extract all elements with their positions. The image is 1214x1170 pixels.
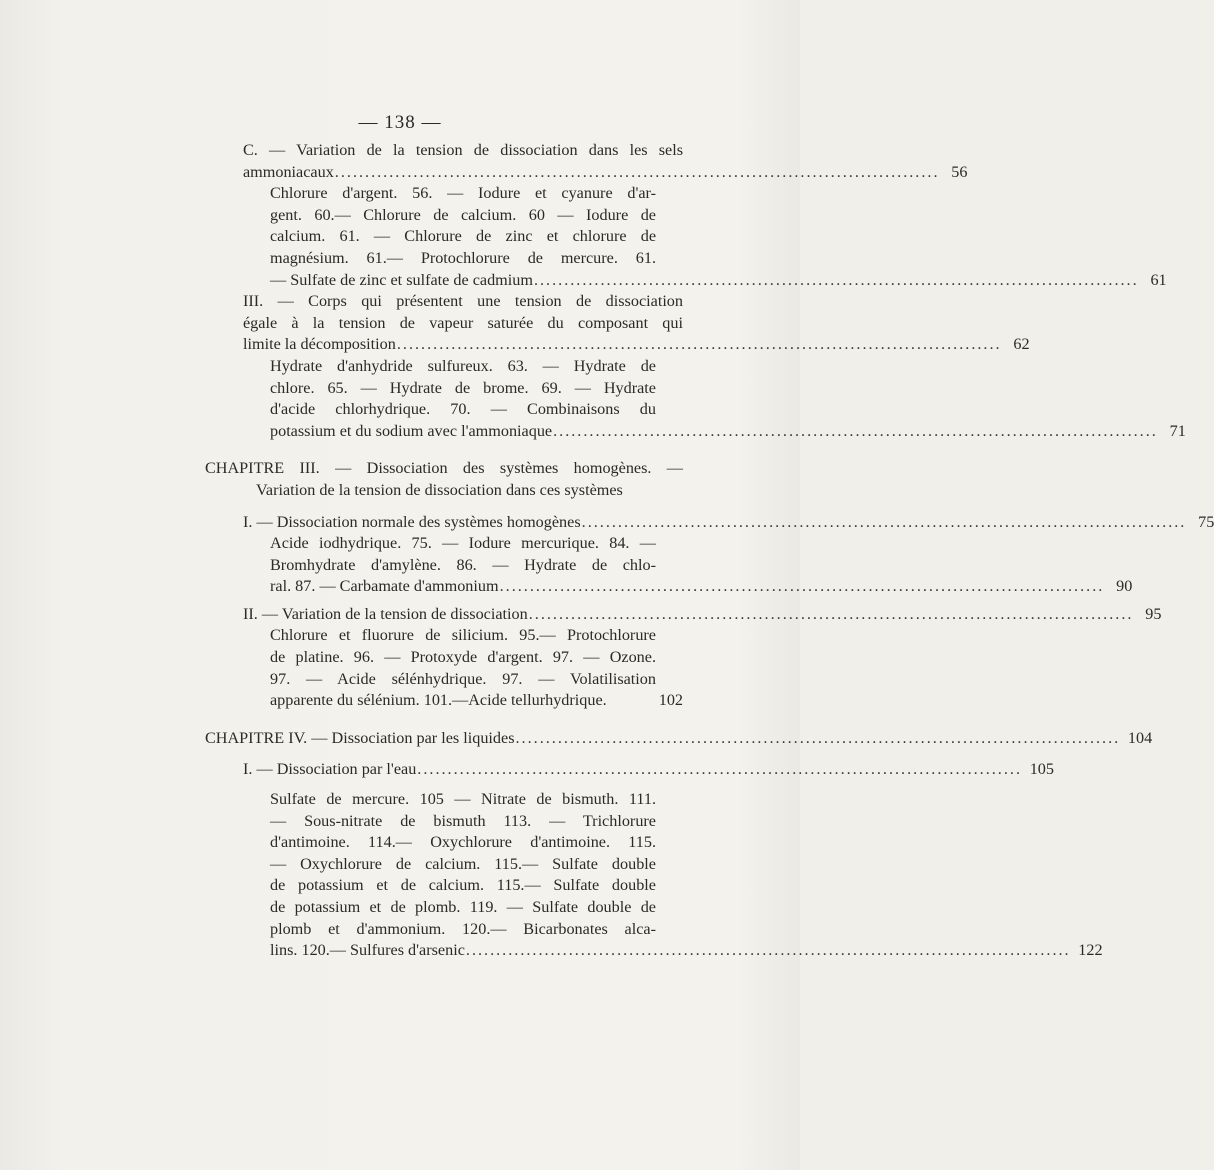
toc-detail-line: plomb et d'ammonium. 120.— Bicarbonates alca- <box>270 919 656 938</box>
toc-detail-line: 97. — Acide sélénhydrique. 97. — Volatilisation <box>270 669 656 688</box>
dot-leader: .................................................................................................... <box>528 604 1134 623</box>
toc-entry-chap4-i <box>243 759 1054 781</box>
toc-detail-line: chlore. 65. — Hydrate de brome. 69. — Hydrate <box>270 378 656 397</box>
table-of-contents <box>0 140 1214 962</box>
toc-entry-iii <box>243 291 1030 356</box>
spacer <box>0 749 800 759</box>
dot-leader: .................................................................................................... <box>553 421 1158 440</box>
toc-detail-line: apparente du sélénium. 101.—Acide tellurhydrique. <box>270 691 607 710</box>
dot-leader: .................................................................................................... <box>533 270 1139 289</box>
toc-page-number: 90 <box>1116 577 1133 596</box>
dot-leader: .................................................................................................... <box>499 577 1105 596</box>
toc-entry-title: I. — Dissociation normale des systèmes homogènes <box>243 512 581 531</box>
toc-detail-line: potassium et du sodium avec l'ammoniaque <box>270 421 553 440</box>
toc-detail-line: Bromhydrate d'amylène. 86. — Hydrate de chlo- <box>270 555 656 574</box>
chapter-title: CHAPITRE III. — Dissociation des systèmes homogènes. — <box>205 459 683 478</box>
toc-entry-leader-line <box>243 334 1030 356</box>
toc-page-number: 105 <box>1029 760 1054 779</box>
toc-entry-leader-line <box>243 512 1214 534</box>
toc-detail-line: — Oxychlorure de calcium. 115.— Sulfate double <box>270 854 656 873</box>
toc-entry-title: C. — Variation de la tension de dissociation dans les sels <box>243 141 683 159</box>
toc-detail-line: ral. 87. — Carbamate d'ammonium <box>270 577 499 596</box>
toc-detail-line: gent. 60.— Chlorure de calcium. 60 — Iodure de <box>270 205 656 224</box>
toc-entry-c <box>243 140 968 183</box>
toc-entry-leader-line <box>270 940 1103 962</box>
toc-entry-leader-line <box>270 421 1186 443</box>
toc-details-iii-last <box>270 421 1186 443</box>
toc-detail-line: Chlorure d'argent. 56. — Iodure et cyanure d'ar- <box>270 184 656 203</box>
toc-detail-line: d'antimoine. 114.— Oxychlorure d'antimoine. 115. <box>270 833 656 852</box>
toc-details-c <box>270 183 656 269</box>
spacer <box>0 502 800 512</box>
toc-page-number: 71 <box>1169 421 1186 440</box>
toc-page-number: 122 <box>1078 941 1103 960</box>
toc-entry-chap3-i <box>243 512 1214 534</box>
toc-detail-line: de potassium et de calcium. 115.— Sulfate double <box>270 876 656 895</box>
toc-page-number: 102 <box>658 691 683 710</box>
toc-page-number: 62 <box>1013 335 1030 354</box>
spacer <box>0 442 800 458</box>
toc-entry-title: III. — Corps qui présentent une tension de dissociation <box>243 292 683 311</box>
toc-detail-line: Chlorure et fluorure de silicium. 95.— Protochlorure <box>270 626 656 645</box>
toc-entry-title: I. — Dissociation par l'eau <box>243 760 417 779</box>
toc-entry-leader-line <box>243 162 968 184</box>
toc-entry-leader-line <box>243 759 1054 781</box>
toc-detail-line: — Sous-nitrate de bismuth 113. — Trichlorure <box>270 811 656 830</box>
toc-details-chap3-ii <box>270 625 656 690</box>
page-number: — 138 — <box>358 112 442 133</box>
toc-page-number: 56 <box>951 162 968 181</box>
toc-detail-line: de platine. 96. — Protoxyde d'argent. 97. — Ozone. <box>270 648 656 667</box>
toc-entry-title: II. — Variation de la tension de dissociation <box>243 604 528 623</box>
toc-detail-line: d'acide chlorhydrique. 70. — Combinaisons du <box>270 400 656 419</box>
toc-details-chap3-i <box>270 533 656 576</box>
toc-details-c-last <box>270 270 1167 292</box>
spacer <box>0 712 800 728</box>
toc-details-chap4-i-last <box>270 940 1103 962</box>
toc-details-chap3-i-last <box>270 576 1133 598</box>
dot-leader: .................................................................................................... <box>334 162 940 181</box>
toc-entry-leader-line <box>270 576 1133 598</box>
dot-leader: .................................................................................................... <box>396 335 1002 354</box>
toc-detail-line: — Sulfate de zinc et sulfate de cadmium <box>270 270 533 289</box>
toc-detail-line: magnésium. 61.— Protochlorure de mercure. 61. <box>270 248 656 267</box>
toc-entry-chap3-ii <box>243 604 1162 626</box>
toc-details-iii <box>270 356 656 421</box>
toc-page-number: 104 <box>1127 728 1153 747</box>
toc-details-chap4-i <box>270 789 656 940</box>
toc-detail-line: Hydrate d'anhydride sulfureux. 63. — Hydrate de <box>270 356 656 375</box>
toc-chapter-3 <box>205 458 683 501</box>
toc-detail-line: Acide iodhydrique. 75. — Iodure mercurique. 84. — <box>270 534 656 553</box>
toc-entry-leader-line <box>270 270 1167 292</box>
toc-detail-line: calcium. 61. — Chlorure de zinc et chlorure de <box>270 227 656 246</box>
toc-entry-title-cont: limite la décomposition <box>243 335 396 354</box>
chapter-title: CHAPITRE IV. — Dissociation par les liquides <box>205 728 515 747</box>
toc-chapter-4 <box>205 728 1153 750</box>
toc-detail-line: de potassium et de plomb. 119. — Sulfate double de <box>270 898 656 916</box>
toc-entry-title-cont: égale à la tension de vapeur saturée du composant qui <box>243 313 683 332</box>
toc-entry-leader-line <box>205 728 1153 750</box>
spacer <box>0 781 800 789</box>
dot-leader: .................................................................................................... <box>465 941 1071 960</box>
toc-entry-leader-line <box>270 690 683 712</box>
toc-entry-leader-line <box>243 604 1162 626</box>
toc-detail-line: lins. 120.— Sulfures d'arsenic <box>270 941 465 960</box>
toc-entry-title-cont: ammoniacaux <box>243 162 334 181</box>
chapter-subtitle: Variation de la tension de dissociation dans ces systèmes <box>256 480 623 499</box>
toc-detail-line: Sulfate de mercure. 105 — Nitrate de bismuth. 111. <box>270 790 656 809</box>
toc-page-number: 75 <box>1198 512 1214 531</box>
dot-leader: .................................................................................................... <box>581 512 1187 531</box>
dot-leader: .................................................................................................... <box>515 728 1121 747</box>
toc-page-number: 61 <box>1150 270 1167 289</box>
dot-leader: .................................................................................................... <box>417 760 1022 779</box>
toc-page-number: 95 <box>1145 604 1162 623</box>
toc-details-chap3-ii-last <box>270 690 683 712</box>
